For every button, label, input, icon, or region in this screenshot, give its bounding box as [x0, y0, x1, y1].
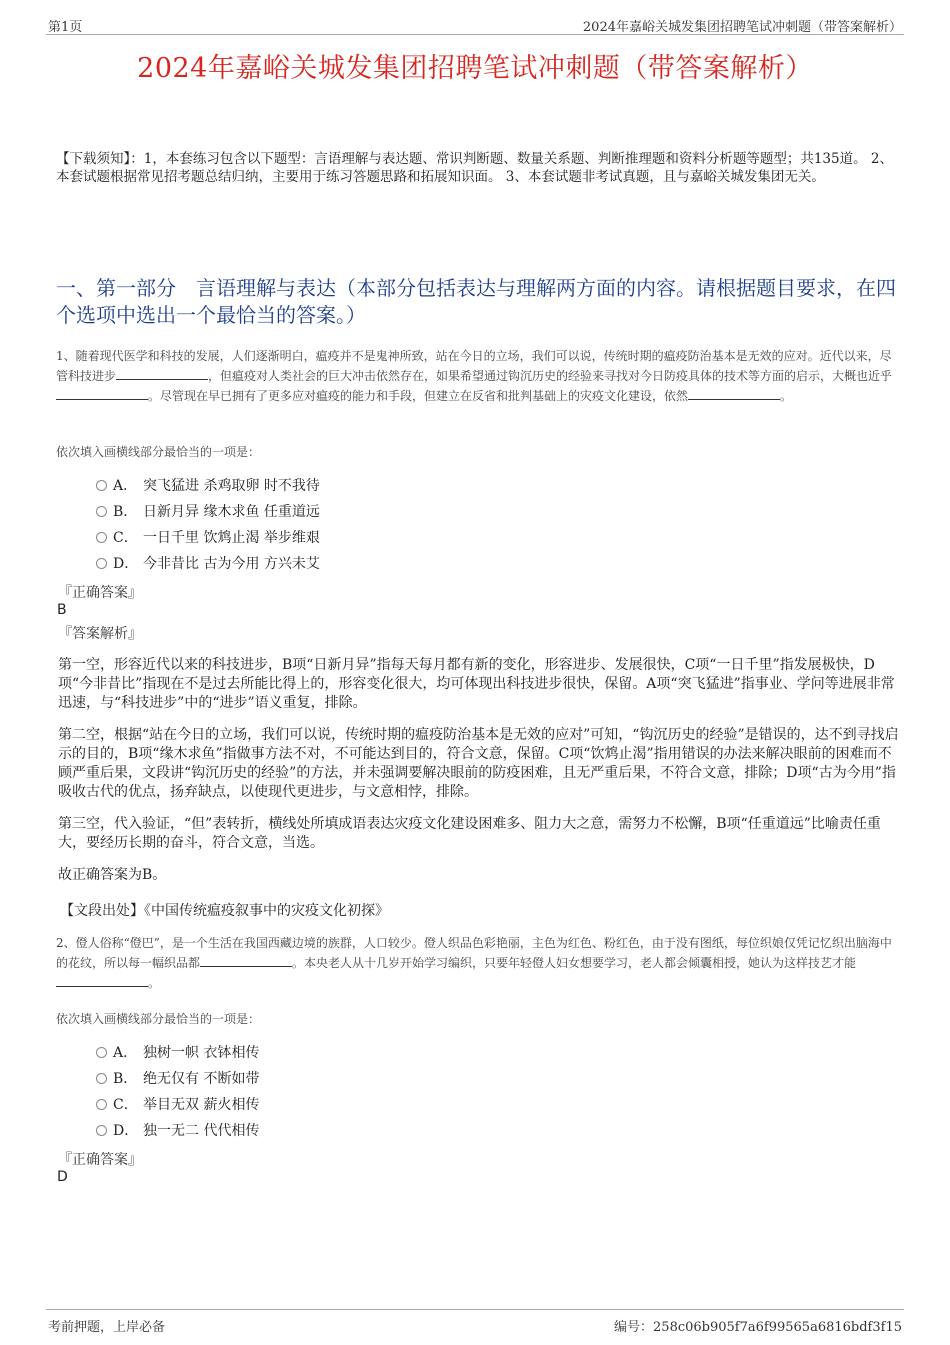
- answer-blank: [116, 367, 208, 380]
- radio-icon[interactable]: [96, 1073, 107, 1084]
- radio-icon[interactable]: [96, 480, 107, 491]
- answer-blank: [56, 974, 148, 987]
- correct-answer-label: 『正确答案』: [58, 1152, 142, 1168]
- radio-icon[interactable]: [96, 506, 107, 517]
- answer-blank: [200, 954, 292, 967]
- download-notice: 【下载须知】：1，本套练习包含以下题型：言语理解与表达题、常识判断题、数量关系题、判断推理题和资料分析题等题型；共135道。 2、本套试题根据常见招考题总结归纳，主要用于练习答题思路和拓展知识面。 3、本套试题非考试真题，且与嘉峪关城发集团无关。: [56, 151, 893, 185]
- header-doc-title: 2024年嘉峪关城发集团招聘笔试冲刺题（带答案解析）: [582, 20, 902, 35]
- radio-icon[interactable]: [96, 1125, 107, 1136]
- page-number: 第1页: [48, 20, 83, 35]
- question-1-option-b[interactable]: B． 日新月异 缘木求鱼 任重道远: [96, 501, 320, 523]
- question-2-option-b[interactable]: B． 绝无仅有 不断如带: [96, 1068, 259, 1090]
- question-2-stem: 2、僜人俗称“僜巴”，是一个生活在我国西藏边境的族群，人口较少。僜人织品色彩艳丽，主色为红色、粉红色，由于没有图纸，每位织娘仅凭记忆织出脑海中的花纹，所以每一幅织品都 。本央老人从十几岁开始学习编织，只要年轻僜人妇女想要学习，老人都会倾囊相授，她认为这样技艺才能。: [56, 936, 892, 990]
- page-header: [46, 14, 904, 35]
- question-2-option-a[interactable]: A． 独树一帜 衣钵相传: [96, 1042, 259, 1064]
- question-1-option-d[interactable]: D． 今非昔比 古为今用 方兴未艾: [96, 553, 320, 575]
- correct-answer: D: [57, 1169, 68, 1185]
- analysis-paragraph: 第三空，代入验证，“但”表转折，横线处所填成语表达灾疫文化建设困难多、阻力大之意，需努力不松懈，B项“任重道远”比喻责任重大，要经历长期的奋斗，符合文意，当选。: [58, 816, 881, 851]
- question-1-prompt: 依次填入画横线部分最恰当的一项是：: [56, 445, 261, 459]
- radio-icon[interactable]: [96, 532, 107, 543]
- passage-source: 【文段出处】《中国传统瘟疫叙事中的灾疫文化初探》: [60, 903, 389, 919]
- document-id: 编号：258c06b905f7a6f99565a6816bdf3f15: [614, 1320, 902, 1335]
- answer-blank: [56, 387, 148, 400]
- section-title: 一、第一部分 言语理解与表达（本部分包括表达与理解两方面的内容。请根据题目要求，在四个选项中选出一个最恰当的答案。）: [56, 276, 896, 327]
- question-2-option-d[interactable]: D． 独一无二 代代相传: [96, 1120, 259, 1142]
- question-1-option-a[interactable]: A． 突飞猛进 杀鸡取卵 时不我待: [96, 475, 320, 497]
- radio-icon[interactable]: [96, 558, 107, 569]
- page-footer: [46, 1309, 904, 1340]
- question-2-option-c[interactable]: C． 举目无双 薪火相传: [96, 1094, 259, 1116]
- question-1-stem: 1、随着现代医学和科技的发展，人们逐渐明白，瘟疫并不是鬼神所致，站在今日的立场，我们可以说，传统时期的瘟疫防治基本是无效的应对。近代以来，尽管科技进步 ，但瘟疫对人类社会的巨大冲击依然存在，如果希望通过钩沉历史的经验来寻找对今日防疫具体的技术等方面的启示，大概也近乎。尽管现在早已拥有了更多应对瘟疫的能力和手段，但建立在反省和批判基础上的灾疫文化建设，依然 。: [56, 349, 893, 403]
- analysis-conclusion: 故正确答案为B。: [58, 867, 167, 883]
- radio-icon[interactable]: [96, 1099, 107, 1110]
- question-1-option-c[interactable]: C． 一日千里 饮鸩止渴 举步维艰: [96, 527, 320, 549]
- analysis-paragraph: 第一空，形容近代以来的科技进步，B项“日新月异”指每天每月都有新的变化，形容进步、发展很快，C项“一日千里”指发展极快，D项“今非昔比”指现在不是过去所能比得上的，形容变化很大，均可体现出科技进步很快，保留。A项“突飞猛进”指事业、学问等进展非常迅速，与“科技进步”中的“进步”语义重复，排除。: [58, 657, 895, 711]
- correct-answer-label: 『正确答案』: [58, 585, 142, 601]
- answer-blank: [688, 387, 780, 400]
- question-2-prompt: 依次填入画横线部分最恰当的一项是：: [56, 1012, 261, 1026]
- analysis-paragraph: 第二空，根据“站在今日的立场，我们可以说，传统时期的瘟疫防治基本是无效的应对”可知，“钩沉历史的经验”是错误的，达不到寻找启示的目的，B项“缘木求鱼”指做事方法不对，不可能达到目的，符合文意，保留。C项“饮鸩止渴”指用错误的办法来解决眼前的困难而不顾严重后果，文段讲“钩沉历史的经验”的方法，并未强调要解决眼前的防疫困难，且无严重后果，不符合文意，排除；D项“古为今用”指吸收古代的优点，扬弃缺点，以使现代更进步，与文意相悖，排除。: [58, 727, 899, 800]
- analysis-label: 『答案解析』: [58, 626, 142, 642]
- footer-slogan: 考前押题，上岸必备: [48, 1320, 166, 1335]
- document-title: 2024年嘉峪关城发集团招聘笔试冲刺题（带答案解析）: [137, 53, 813, 84]
- correct-answer: B: [57, 602, 67, 618]
- radio-icon[interactable]: [96, 1047, 107, 1058]
